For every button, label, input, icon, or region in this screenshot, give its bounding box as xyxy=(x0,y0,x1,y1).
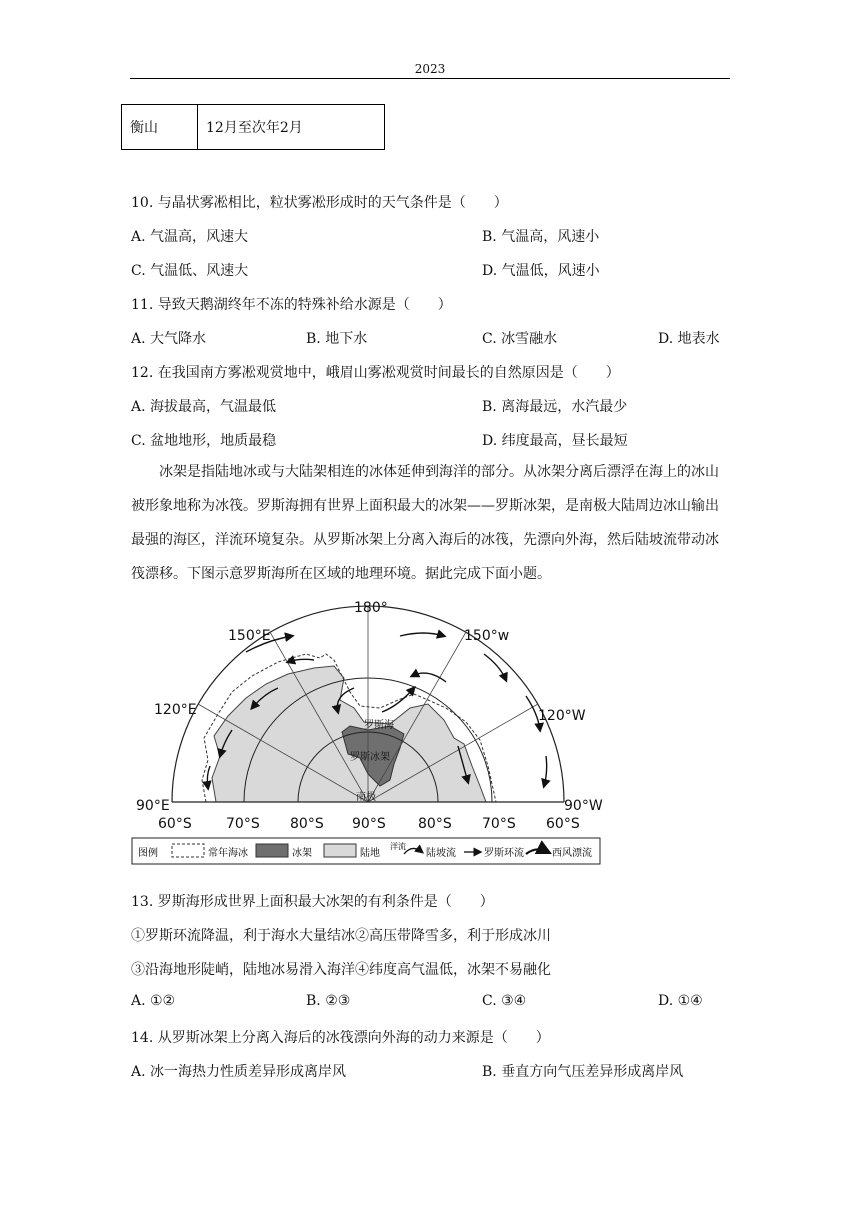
question-11-stem: 11. 导致天鹅湖终年不冻的特殊补给水源是（ ） xyxy=(131,297,452,313)
question-12-option-c: C. 盆地地形，地质最稳 xyxy=(131,433,277,449)
header-rule xyxy=(130,78,730,79)
question-12-option-d: D. 纬度最高，昼长最短 xyxy=(482,433,628,449)
question-10-option-d: D. 气温低，风速小 xyxy=(482,263,600,279)
legend-west-wind-drift: 西风漂流 xyxy=(552,848,592,859)
question-13-stem: 13. 罗斯海形成世界上面积最大冰架的有利条件是（ ） xyxy=(131,894,494,910)
question-12-option-b: B. 离海最远，水汽最少 xyxy=(482,399,628,415)
legend-swatch-land xyxy=(324,844,356,857)
question-10-option-a: A. 气温高，风速大 xyxy=(131,229,249,245)
lat-label: 70°S xyxy=(226,816,260,832)
question-13-statement-1: ①罗斯环流降温，利于海水大量结冰②高压带降雪多，利于形成冰川 xyxy=(131,928,551,944)
lat-label: 60°S xyxy=(158,816,192,832)
lon-label: 150°E xyxy=(228,628,271,644)
question-14-stem: 14. 从罗斯冰架上分离入海后的冰筏漂向外海的动力来源是（ ） xyxy=(131,1030,550,1046)
lat-label: 60°S xyxy=(546,816,580,832)
lat-label: 90°S xyxy=(352,816,386,832)
legend-title: 图例 xyxy=(138,848,158,859)
legend-slope-current: 陆坡流 xyxy=(426,848,456,859)
lon-label: 150°w xyxy=(464,628,510,644)
lon-label: 180° xyxy=(354,600,388,616)
page-header-year: 2023 xyxy=(414,62,446,76)
question-11-option-a: A. 大气降水 xyxy=(131,331,207,347)
lon-label: 90°W xyxy=(564,798,603,814)
question-13-option-a: A. ①② xyxy=(131,993,176,1009)
question-12-option-a: A. 海拔最高，气温最低 xyxy=(131,399,277,415)
legend-ross-gyre: 罗斯环流 xyxy=(484,848,524,859)
reading-passage: 冰架是指陆地冰或与大陆架相连的冰体延伸到海洋的部分。从冰架分离后漂浮在海上的冰山被形象地称为冰筏。罗斯海拥有世界上面积最大的冰架——罗斯冰架，是南极大陆周边冰山输出最强的海区，洋流环境复杂。从罗斯冰架上分离入海后的冰筏，先漂向外海，然后陆坡流带动冰筏漂移。下图示意罗斯海所在区域的地理环境。据此完成下面小题。 xyxy=(131,464,719,582)
legend-sea-ice: 常年海冰 xyxy=(208,848,248,859)
south-pole-label: 南极 xyxy=(356,792,376,803)
ross-ice-shelf-label: 罗斯冰架 xyxy=(350,752,390,763)
frost-table xyxy=(121,104,385,150)
legend-land: 陆地 xyxy=(360,848,380,859)
question-13-statement-2: ③沿海地形陡峭，陆地冰易滑入海洋④纬度高气温低，冰架不易融化 xyxy=(131,962,551,978)
legend-swatch-ice-shelf xyxy=(256,844,288,857)
question-10-option-c: C. 气温低、风速大 xyxy=(131,263,249,279)
table-row xyxy=(122,105,385,150)
map-legend xyxy=(132,838,600,864)
lon-label: 90°E xyxy=(136,798,170,814)
ross-sea-map xyxy=(128,596,606,868)
legend-current-group: 洋流 xyxy=(390,842,406,851)
ross-sea-label: 罗斯海 xyxy=(364,720,394,731)
lon-label: 120°E xyxy=(154,702,197,718)
lat-label: 80°S xyxy=(290,816,324,832)
table-cell-place: 衡山 xyxy=(122,105,198,150)
legend-swatch-sea-ice xyxy=(172,844,204,857)
question-14-option-a: A. 冰一海热力性质差异形成离岸风 xyxy=(131,1064,347,1080)
question-13-option-b: B. ②③ xyxy=(306,993,351,1009)
lat-label: 70°S xyxy=(482,816,516,832)
question-10-stem: 10. 与晶状雾凇相比，粒状雾凇形成时的天气条件是（ ） xyxy=(131,195,508,211)
question-12-stem: 12. 在我国南方雾凇观赏地中，峨眉山雾凇观赏时间最长的自然原因是（ ） xyxy=(131,365,620,381)
lat-label: 80°S xyxy=(418,816,452,832)
legend-ice-shelf: 冰架 xyxy=(292,848,312,859)
question-14-option-b: B. 垂直方向气压差异形成离岸风 xyxy=(482,1064,684,1080)
question-13-option-d: D. ①④ xyxy=(658,993,703,1009)
table-cell-period: 12月至次年2月 xyxy=(198,105,385,150)
question-11-option-c: C. 冰雪融水 xyxy=(482,331,558,347)
question-13-option-c: C. ③④ xyxy=(482,993,527,1009)
question-10-option-b: B. 气温高，风速小 xyxy=(482,229,600,245)
question-11-option-d: D. 地表水 xyxy=(658,331,720,347)
question-11-option-b: B. 地下水 xyxy=(306,331,368,347)
lon-label: 120°W xyxy=(538,708,586,724)
